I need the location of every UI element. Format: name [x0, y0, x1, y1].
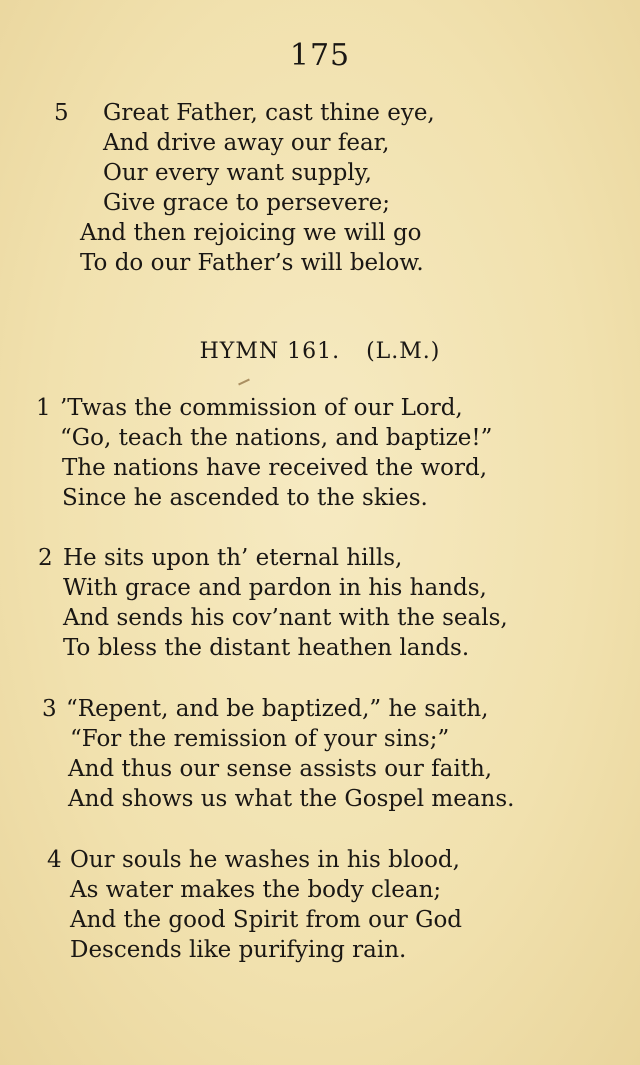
- verse-line: Since he ascended to the skies.: [62, 485, 428, 511]
- verse-line: ’Twas the commission of our Lord,: [60, 395, 463, 421]
- verse-line: And shows us what the Gospel means.: [68, 786, 515, 812]
- verse-line: Give grace to persevere;: [103, 190, 390, 216]
- verse-line: And thus our sense assists our faith,: [68, 756, 493, 782]
- verse-line: And drive away our fear,: [103, 130, 390, 156]
- verse-line: Our every want supply,: [103, 160, 372, 186]
- verse-number: 4: [47, 847, 62, 873]
- verse-line: And sends his cov’nant with the seals,: [63, 605, 508, 631]
- verse-line: To bless the distant heathen lands.: [63, 635, 470, 661]
- verse-line: And then rejoicing we will go: [80, 220, 422, 246]
- verse-number: 3: [42, 696, 57, 722]
- hymn-meter: (L.M.): [366, 339, 441, 364]
- verse-line: He sits upon th’ eternal hills,: [63, 545, 403, 571]
- verse-line: Great Father, cast thine eye,: [103, 100, 435, 126]
- verse-line: The nations have received the word,: [62, 455, 488, 481]
- verse-line: Our souls he washes in his blood,: [70, 847, 460, 873]
- verse-line: As water makes the body clean;: [70, 877, 442, 903]
- verse-line: “For the remission of your sins;”: [70, 726, 450, 752]
- verse-number: 1: [36, 395, 51, 421]
- hymn-number: HYMN 161.: [199, 339, 341, 364]
- verse-number: 5: [54, 100, 69, 126]
- verse-line: “Repent, and be baptized,” he saith,: [66, 696, 489, 722]
- page-number: 175: [289, 38, 351, 73]
- hymn-title: [0, 341, 640, 363]
- verse-line: Descends like purifying rain.: [70, 937, 407, 963]
- verse-line: “Go, teach the nations, and baptize!”: [60, 425, 493, 451]
- verse-line: To do our Father’s will below.: [80, 250, 424, 276]
- ink-mark: [238, 379, 250, 386]
- verse-number: 2: [38, 545, 53, 571]
- verse-line: And the good Spirit from our God: [70, 907, 463, 933]
- verse-line: With grace and pardon in his hands,: [63, 575, 487, 601]
